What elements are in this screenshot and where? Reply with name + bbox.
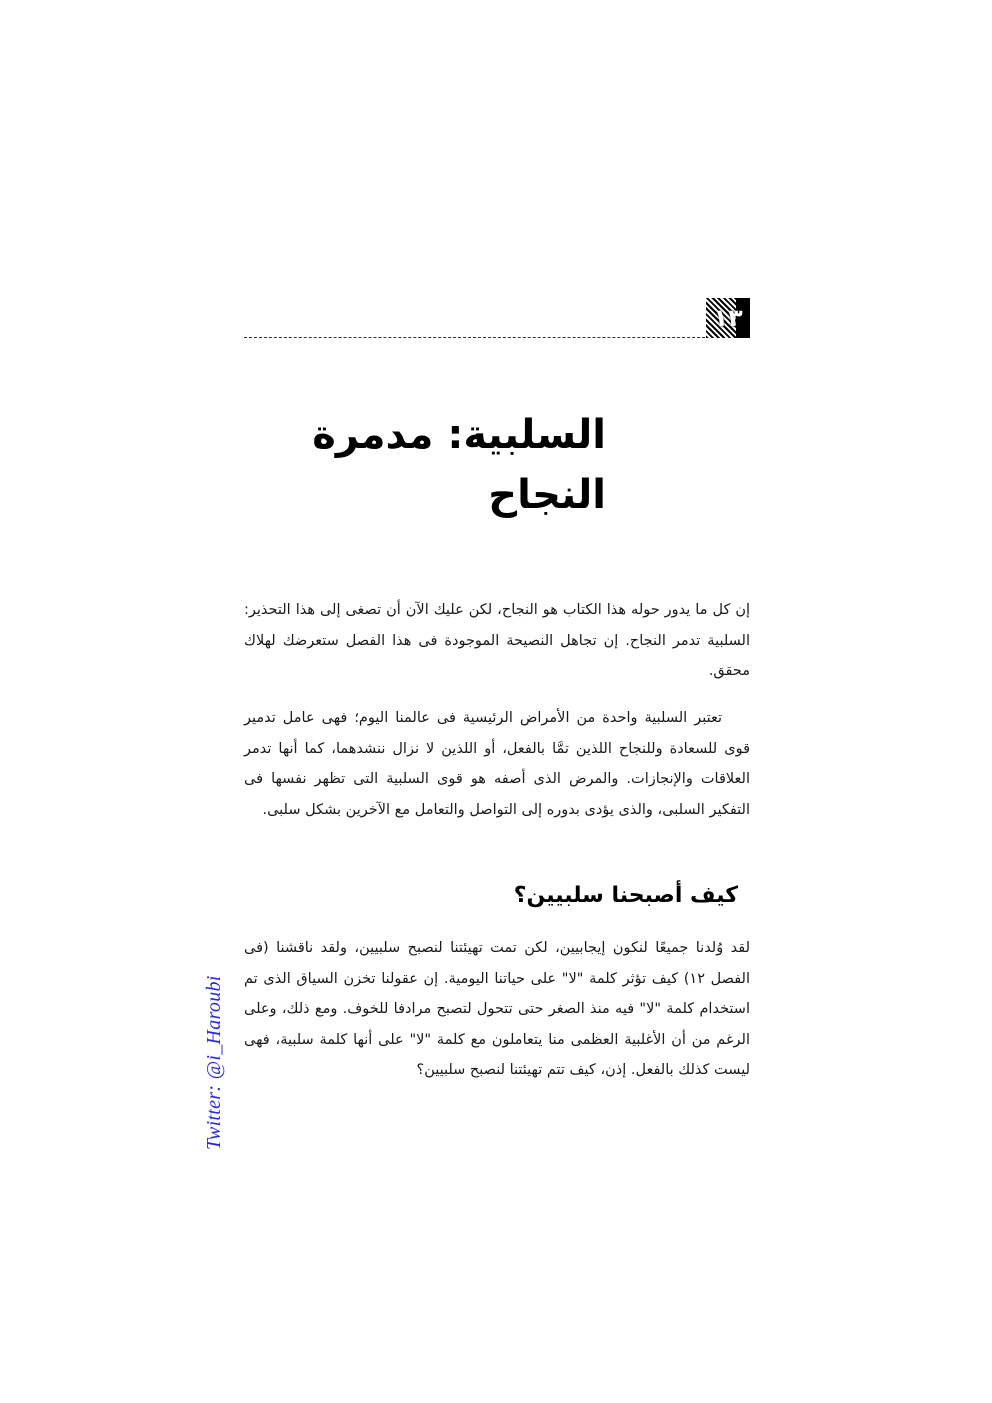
intro-paragraph: إن كل ما يدور حوله هذا الكتاب هو النجاح، لكن عليك الآن أن تصغى إلى هذا التحذير: السلبية تدمر النجاح. إن تجاهل النصيحة الموجودة فى هذا الفصل ستعرضك لهلاك محقق. — [244, 602, 750, 679]
chapter-number: ١٣ — [713, 304, 743, 332]
chapter-title: السلبية: مدمرة النجاح — [312, 412, 606, 518]
chapter-number-badge — [706, 298, 750, 338]
body-paragraph: تعتبر السلبية واحدة من الأمراض الرئيسية فى عالمنا اليوم؛ فهى عامل تدمير قوى للسعادة وللنجاح اللذين تمَّا بالفعل، أو اللذين لا نزال ننشدهما، كما أنها تدمر العلاقات والإنجازات. والمرض الذى أصفه هو قوى السلبية التى تظهر نفسها فى التفكير السلبى، والذى يؤدى بدوره إلى التواصل والتعامل مع الآخرين بشكل سلبى. — [244, 710, 750, 818]
twitter-watermark: Twitter: @i_Haroubi — [203, 975, 225, 1150]
section-paragraph: لقد وُلدنا جميعًا لنكون إيجابيين، لكن تمت تهيئتنا لنصبح سلبيين، ولقد ناقشنا (فى الفصل ١٢) كيف تؤثر كلمة "لا" على حياتنا اليومية. إن عقولنا تخزن السياق الذى تم استخدام كلمة "لا" فيه منذ الصغر حتى تتحول لتصبح مرادفا للخوف. ومع ذلك، وعلى الرغم من أن الأغلبية العظمى منا يتعاملون مع كلمة "لا" على أنها كلمة سلبية، فهى ليست كذلك بالفعل. إذن، كيف تتم تهيئتنا لنصبح سلبيين؟ — [244, 940, 750, 1078]
chapter-header — [244, 296, 750, 340]
chapter-divider-rule — [244, 337, 710, 338]
section-heading: كيف أصبحنا سلبيين؟ — [513, 883, 738, 908]
